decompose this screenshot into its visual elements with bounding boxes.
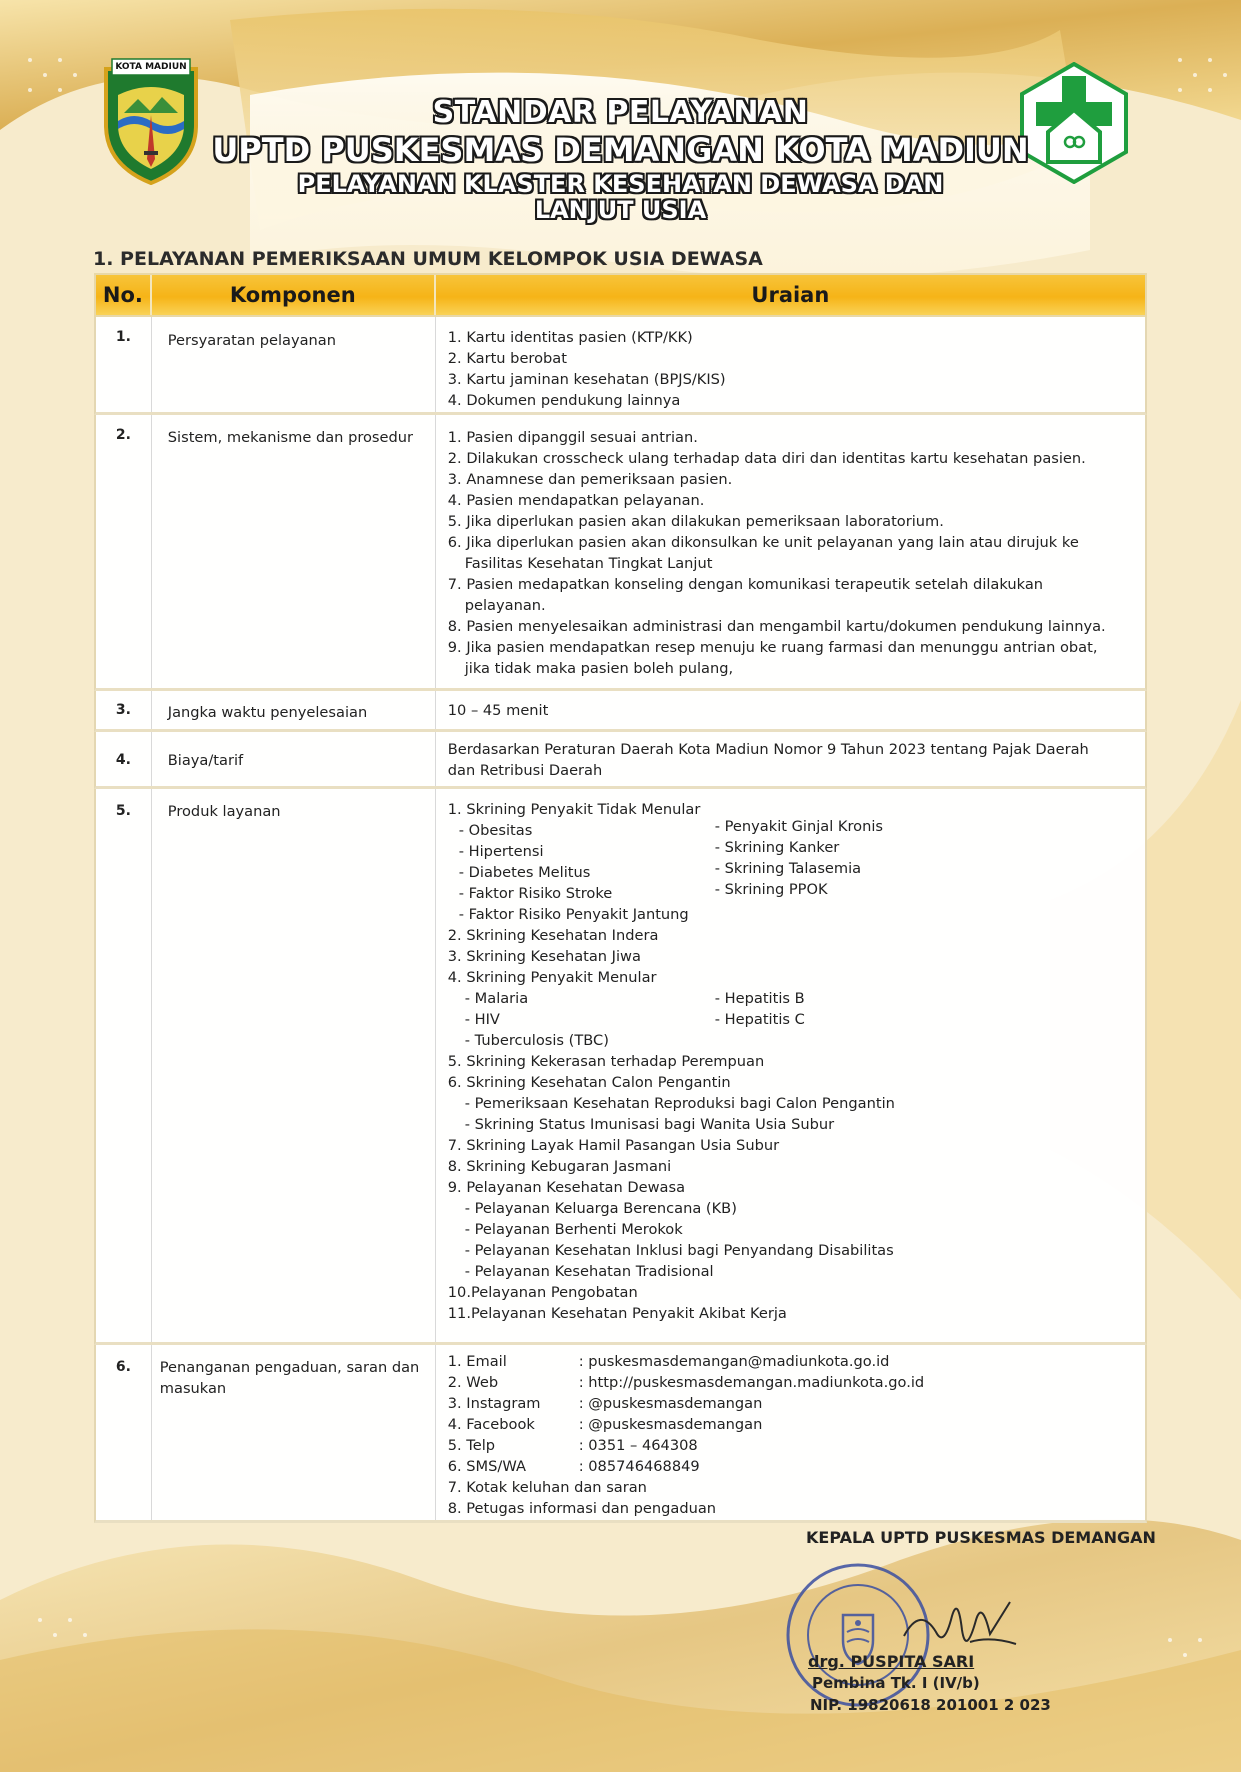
list-item: 7. Pasien medapatkan konseling dengan komunikasi terapeutik setelah dilakukan: [447, 576, 1044, 593]
list-item: - Hipertensi: [458, 843, 544, 860]
contact-web: [448, 1372, 1137, 1393]
contact-label: 1. Email: [447, 1353, 507, 1370]
list-item: - Pelayanan Kesehatan Tradisional: [464, 1263, 714, 1280]
table-row-4: [94, 732, 1147, 789]
list-item: - Pelayanan Kesehatan Inklusi bagi Penyandang Disabilitas: [464, 1242, 894, 1259]
row-uraian: [436, 415, 1145, 688]
contact-instagram: [448, 1393, 1137, 1414]
row-uraian: [436, 789, 1145, 1342]
row-uraian: [436, 732, 1145, 786]
list-item: 10.Pelayanan Pengobatan: [447, 1284, 638, 1301]
list-item: 7. Skrining Layak Hamil Pasangan Usia Subur: [447, 1137, 780, 1154]
list-item: - Hepatitis C: [714, 1011, 805, 1028]
title-puskesmas-name: UPTD PUSKESMAS DEMANGAN KOTA MADIUN: [212, 131, 1029, 169]
row-uraian: [436, 317, 1145, 412]
list-item: dan Retribusi Daerah: [447, 762, 603, 779]
row-komponen: Produk layanan: [152, 789, 436, 1342]
list-item: 3. Skrining Kesehatan Jiwa: [447, 948, 641, 965]
list-item: - Pemeriksaan Kesehatan Reproduksi bagi Calon Pengantin: [464, 1095, 895, 1112]
list-item: 4. Pasien mendapatkan pelayanan.: [447, 492, 705, 509]
list-item: 7. Kotak keluhan dan saran: [447, 1479, 647, 1496]
title-standar-pelayanan: STANDAR PELAYANAN: [432, 95, 809, 130]
row-komponen: Sistem, mekanisme dan prosedur: [152, 415, 436, 688]
contact-facebook: [448, 1414, 1137, 1435]
table-row-1: [94, 317, 1147, 415]
list-item: - Penyakit Ginjal Kronis: [714, 818, 883, 835]
row-number: 6.: [96, 1345, 152, 1520]
list-item: - Tuberculosis (TBC): [464, 1032, 609, 1049]
list-item: - Diabetes Melitus: [458, 864, 591, 881]
list-item: 5. Jika diperlukan pasien akan dilakukan pemeriksaan laboratorium.: [447, 513, 944, 530]
list-item: 1. Pasien dipanggil sesuai antrian.: [447, 429, 698, 446]
table-header: [94, 273, 1147, 317]
row-komponen: [152, 1345, 436, 1520]
list-item: 1. Skrining Penyakit Tidak Menular: [447, 801, 701, 818]
list-item: - Faktor Risiko Penyakit Jantung: [458, 906, 689, 923]
list-item: - Pelayanan Keluarga Berencana (KB): [464, 1200, 737, 1217]
header-no: No.: [96, 275, 152, 315]
list-item: - Skrining Status Imunisasi bagi Wanita Usia Subur: [464, 1116, 835, 1133]
komponen-line: Penanganan pengaduan, saran dan: [159, 1359, 420, 1376]
komponen-line: masukan: [159, 1380, 227, 1397]
row-number: 5.: [96, 789, 152, 1342]
contact-label: 2. Web: [447, 1374, 499, 1391]
list-item: - Hepatitis B: [714, 990, 805, 1007]
list-item: - Malaria: [464, 990, 529, 1007]
contact-value: : @puskesmasdemangan: [578, 1395, 763, 1412]
list-item: Berdasarkan Peraturan Daerah Kota Madiun Nomor 9 Tahun 2023 tentang Pajak Daerah: [447, 741, 1089, 758]
list-item: jika tidak maka pasien boleh pulang,: [464, 660, 734, 677]
row-komponen: Persyaratan pelayanan: [152, 317, 436, 412]
contact-value: : @puskesmasdemangan: [578, 1416, 763, 1433]
logo-caption: KOTA MADIUN: [115, 62, 187, 72]
signatory-name: drg. PUSPITA SARI: [808, 1652, 975, 1671]
list-item: 2. Kartu berobat: [447, 350, 567, 367]
list-item: 1. Kartu identitas pasien (KTP/KK): [447, 329, 693, 346]
contact-value: : puskesmasdemangan@madiunkota.go.id: [578, 1353, 890, 1370]
table-row-5: [94, 789, 1147, 1345]
table-row-2: [94, 415, 1147, 691]
list-item: pelayanan.: [464, 597, 546, 614]
contact-label: 4. Facebook: [447, 1416, 535, 1433]
list-item: 4. Dokumen pendukung lainnya: [447, 392, 681, 409]
list-item: 6. Skrining Kesehatan Calon Pengantin: [447, 1074, 731, 1091]
list-item: 8. Pasien menyelesaikan administrasi dan mengambil kartu/dokumen pendukung lainnya.: [447, 618, 1106, 635]
list-item: 9. Pelayanan Kesehatan Dewasa: [447, 1179, 686, 1196]
contact-label: 3. Instagram: [447, 1395, 541, 1412]
row-number: 2.: [96, 415, 152, 688]
signatory-nip: NIP. 19820618 201001 2 023: [810, 1696, 1051, 1714]
contact-sms-wa: [448, 1456, 1137, 1477]
list-item: - Skrining Talasemia: [714, 860, 862, 877]
title-klaster-line2: LANJUT USIA: [534, 196, 707, 224]
list-item: 8. Petugas informasi dan pengaduan: [447, 1500, 717, 1517]
list-item: 8. Skrining Kebugaran Jasmani: [447, 1158, 672, 1175]
list-item: 5. Skrining Kekerasan terhadap Perempuan: [447, 1053, 765, 1070]
list-item: 11.Pelayanan Kesehatan Penyakit Akibat Kerja: [447, 1305, 787, 1322]
list-item: 3. Anamnese dan pemeriksaan pasien.: [447, 471, 733, 488]
contact-value: : http://puskesmasdemangan.madiunkota.go.id: [578, 1374, 925, 1391]
row-komponen: Jangka waktu penyelesaian: [152, 691, 436, 729]
list-item: - Faktor Risiko Stroke: [458, 885, 613, 902]
table-row-6: [94, 1345, 1147, 1523]
service-standard-table: [94, 273, 1147, 1523]
section-title: 1. PELAYANAN PEMERIKSAAN UMUM KELOMPOK USIA DEWASA: [93, 248, 763, 270]
signatory-rank: Pembina Tk. I (IV/b): [812, 1674, 980, 1692]
list-item: - HIV: [464, 1011, 500, 1028]
table-row-3: [94, 691, 1147, 732]
list-item: 6. Jika diperlukan pasien akan dikonsulkan ke unit pelayanan yang lain atau dirujuk ke: [447, 534, 1079, 551]
list-item: 9. Jika pasien mendapatkan resep menuju ke ruang farmasi dan menunggu antrian obat,: [447, 639, 1098, 656]
title-klaster-line1: PELAYANAN KLASTER KESEHATAN DEWASA DAN: [297, 170, 944, 198]
list-item: - Obesitas: [458, 822, 533, 839]
contact-label: 6. SMS/WA: [447, 1458, 526, 1475]
list-item: 2. Dilakukan crosscheck ulang terhadap data diri dan identitas kartu kesehatan pasien.: [447, 450, 1086, 467]
contact-value: : 085746468849: [578, 1458, 700, 1475]
row-number: 1.: [96, 317, 152, 412]
contact-email: [448, 1351, 1137, 1372]
list-item: - Pelayanan Berhenti Merokok: [464, 1221, 683, 1238]
header-uraian: Uraian: [751, 283, 830, 307]
row-uraian: [436, 1345, 1145, 1520]
header-komponen: Komponen: [152, 275, 436, 315]
pm-sublist: [448, 988, 1137, 1051]
ptm-sublist: [448, 820, 1137, 925]
list-item: 4. Skrining Penyakit Menular: [447, 969, 657, 986]
list-item: - Skrining Kanker: [714, 839, 840, 856]
signature-heading: KEPALA UPTD PUSKESMAS DEMANGAN: [806, 1528, 1156, 1547]
contact-value: : 0351 – 464308: [578, 1437, 698, 1454]
contact-label: 5. Telp: [447, 1437, 496, 1454]
row-uraian: 10 – 45 menit: [447, 702, 549, 719]
list-item: Fasilitas Kesehatan Tingkat Lanjut: [464, 555, 713, 572]
list-item: 3. Kartu jaminan kesehatan (BPJS/KIS): [447, 371, 726, 388]
list-item: 2. Skrining Kesehatan Indera: [447, 927, 659, 944]
list-item: - Skrining PPOK: [714, 881, 828, 898]
row-number: 4.: [96, 732, 152, 786]
contact-telp: [448, 1435, 1137, 1456]
row-number: 3.: [96, 691, 152, 729]
row-komponen: Biaya/tarif: [152, 732, 436, 786]
